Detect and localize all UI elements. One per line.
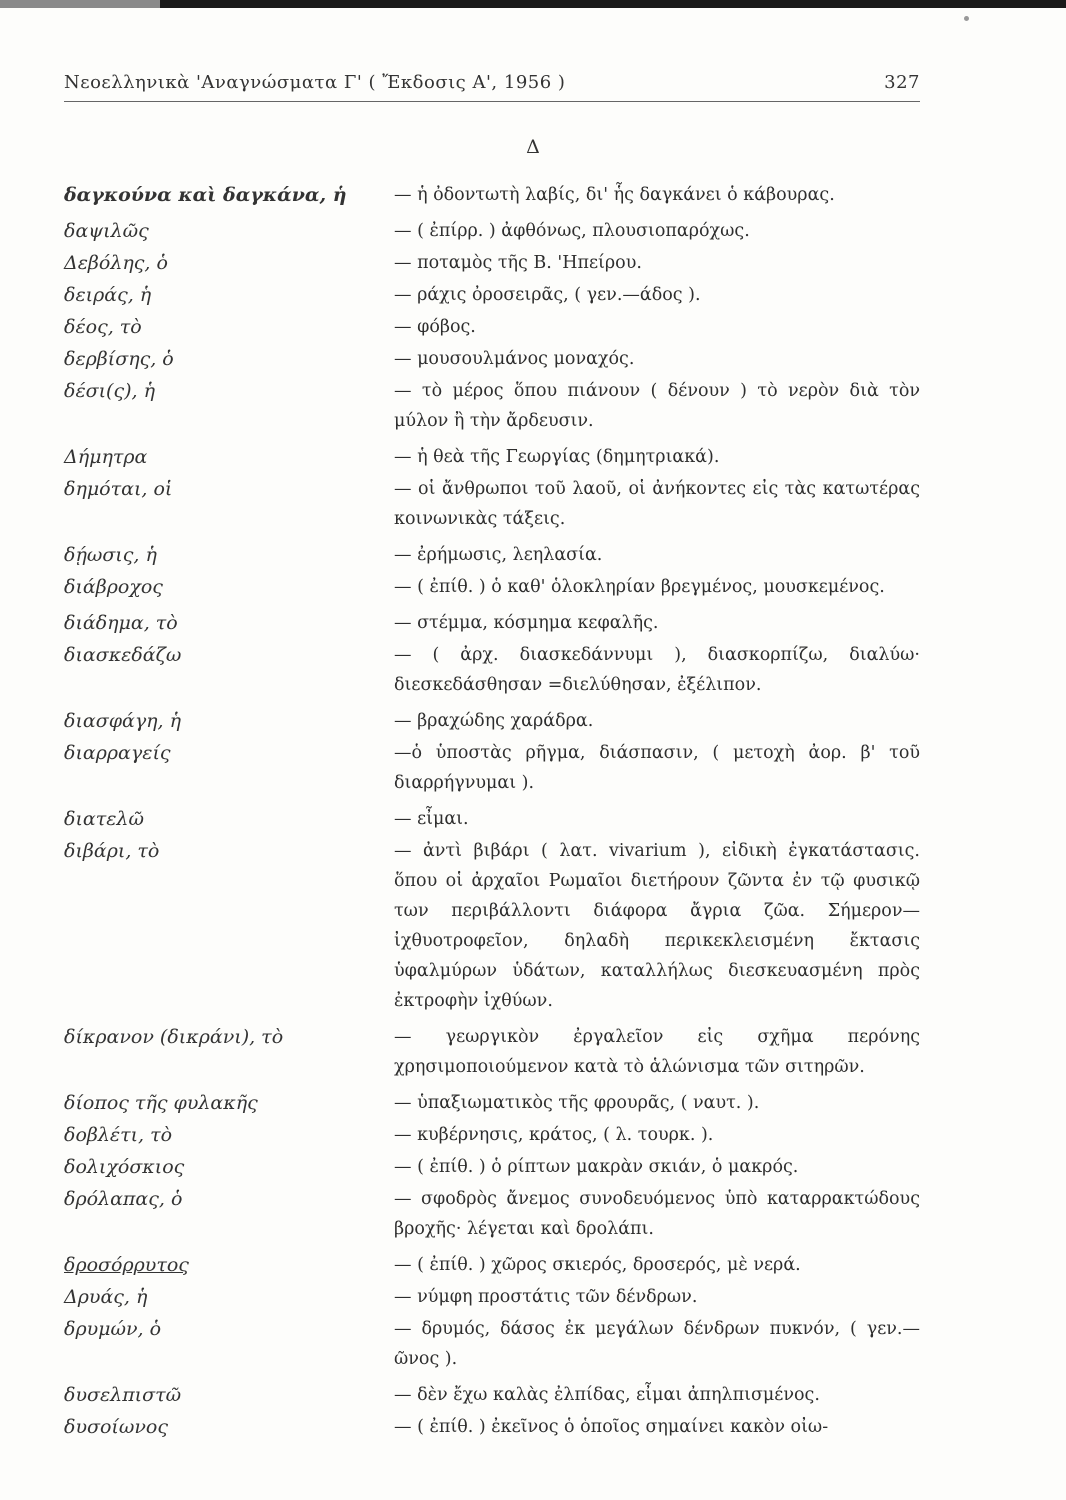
- page-number: 327: [884, 72, 920, 93]
- entry-definition: — γεωργικὸν ἐργαλεῖον εἰς σχῆμα περόνης χρησιμοποιούμενον κατὰ τὸ ἁλώνισμα τῶν σιτηρῶν.: [394, 1027, 920, 1077]
- entry-definition: — ( ἐπίθ. ) ὁ ρίπτων μακρὰν σκιάν, ὁ μακρός.: [394, 1157, 799, 1177]
- entry-definition: — ἡ ὀδοντωτὴ λαβίς, δι' ἧς δαγκάνει ὁ κάβουρας.: [394, 185, 835, 205]
- entry-definition: — ( ἐπίθ. ) χῶρος σκιερός, δροσερός, μὲ νερά.: [394, 1255, 801, 1275]
- header-rule: [64, 101, 920, 102]
- entry-definition: — τὸ μέρος ὅπου πιάνουν ( δένουν ) τὸ νερὸν διὰ τὸν μύλον ἢ τὴν ἄρδευσιν.: [394, 381, 920, 431]
- entry-definition: — ( ἐπίρρ. ) ἀφθόνως, πλουσιοπαρόχως.: [394, 221, 750, 241]
- glossary-entry: [64, 180, 920, 210]
- entry-definition: — ὑπαξιωματικὸς τῆς φρουρᾶς, ( ναυτ. ).: [394, 1093, 760, 1113]
- glossary-entry: [64, 1120, 920, 1150]
- glossary-entry: [64, 1314, 920, 1374]
- glossary-entry: [64, 280, 920, 310]
- glossary-entry: [64, 1152, 920, 1182]
- entry-term: διασφάγη, ἡ: [64, 710, 182, 732]
- running-title: Νεοελληνικὰ 'Αναγνώσματα Γ' ( Ἔκδοσις Α', 1956 ): [64, 72, 566, 93]
- entry-definition: — ( ἐπίθ. ) ὁ καθ' ὁλοκληρίαν βρεγμένος, μουσκεμένος.: [394, 577, 885, 597]
- entry-term: δῄωσις, ἡ: [64, 544, 157, 566]
- entry-definition: —ὁ ὑποστὰς ρῆγμα, διάσπασιν, ( μετοχὴ ἀορ. β' τοῦ διαρρήγνυμαι ).: [394, 743, 920, 793]
- entry-definition: — κυβέρνησις, κράτος, ( λ. τουρκ. ).: [394, 1125, 714, 1145]
- entry-term: διάδημα, τὸ: [64, 612, 178, 634]
- entry-definition: — δὲν ἔχω καλὰς ἐλπίδας, εἶμαι ἀπηλπισμένος.: [394, 1385, 820, 1405]
- entry-term: διατελῶ: [64, 808, 144, 830]
- entry-term: δέος, τὸ: [64, 316, 142, 338]
- glossary-entry: [64, 1184, 920, 1244]
- glossary-entry: [64, 1282, 920, 1312]
- glossary-entry: [64, 1022, 920, 1082]
- entry-definition: — ράχις ὀροσειρᾶς, ( γεν.—άδος ).: [394, 285, 701, 305]
- glossary-entry: [64, 540, 920, 570]
- entry-definition: — ἀντὶ βιβάρι ( λατ. vivarium ), εἰδικὴ ἐγκατάστασις. ὅπου οἱ ἀρχαῖοι Ρωμαῖοι διετήρουν ζῶντα ἐν τῷ φυσικῷ των περιβάλλοντι διάφορα ἄγρια ζῶα. Σήμερον—ἰχθυοτροφεῖον, δηλαδὴ περικεκλεισμένη ἔκτασις ὑφαλμύρων ὑδάτων, καταλλήλως διεσκευασμένη πρὸς ἐκτροφὴν ἰχθύων.: [394, 841, 920, 1011]
- glossary-entry: [64, 572, 920, 602]
- entry-definition: — βραχώδης χαράδρα.: [394, 711, 594, 731]
- glossary-entry: [64, 248, 920, 278]
- glossary-entry: [64, 1412, 920, 1442]
- entry-definition: — ( ἐπίθ. ) ἐκεῖνος ὁ ὁποῖος σημαίνει κακὸν οἰω-: [394, 1417, 829, 1437]
- section-letter: Δ: [526, 136, 540, 158]
- entry-definition: — ἡ θεὰ τῆς Γεωργίας (δημητριακά).: [394, 447, 720, 467]
- entry-term: δολιχόσκιος: [64, 1156, 185, 1178]
- entry-term: δίκρανον (δικράνι), τὸ: [64, 1026, 284, 1048]
- entry-term: δερβίσης, ὁ: [64, 348, 174, 370]
- glossary-entry: [64, 344, 920, 374]
- glossary-entry: [64, 216, 920, 246]
- glossary-entry: [64, 738, 920, 798]
- glossary-entry: [64, 474, 920, 534]
- entry-definition: — ἐρήμωσις, λεηλασία.: [394, 545, 603, 565]
- entry-term: δυσοίωνος: [64, 1416, 168, 1438]
- entry-term: διβάρι, τὸ: [64, 840, 160, 862]
- glossary-entry: [64, 1250, 920, 1280]
- scan-border-highlight: [0, 0, 160, 8]
- entry-term: δειράς, ἡ: [64, 284, 152, 306]
- entry-term: δημόται, οἱ: [64, 478, 173, 500]
- entry-term: Δρυάς, ἡ: [64, 1286, 148, 1308]
- glossary-entry: [64, 376, 920, 436]
- page-header: [64, 72, 920, 102]
- entry-term: δαψιλῶς: [64, 220, 149, 242]
- entry-term: δαγκούνα καὶ δαγκάνα, ἡ: [64, 184, 347, 206]
- entry-term: δέσι(ς), ἡ: [64, 380, 155, 402]
- glossary-entry: [64, 312, 920, 342]
- entry-term: διαρραγείς: [64, 742, 171, 764]
- entry-term: δίοπος τῆς φυλακῆς: [64, 1092, 258, 1114]
- entry-definition: — ποταμὸς τῆς Β. 'Ηπείρου.: [394, 253, 642, 273]
- entry-definition: — στέμμα, κόσμημα κεφαλῆς.: [394, 613, 659, 633]
- glossary-entry: [64, 1380, 920, 1410]
- glossary-entry: [64, 608, 920, 638]
- entry-definition: — μουσουλμάνος μοναχός.: [394, 349, 635, 369]
- entry-term: δρόλαπας, ὁ: [64, 1188, 183, 1210]
- glossary-entry: [64, 836, 920, 1016]
- entry-term: Δήμητρα: [64, 446, 148, 468]
- entry-term: διασκεδάζω: [64, 644, 182, 666]
- entry-definition: — εἶμαι.: [394, 809, 469, 829]
- entry-definition: — νύμφη προστάτις τῶν δένδρων.: [394, 1287, 698, 1307]
- glossary-entry: [64, 804, 920, 834]
- scan-speck: [964, 16, 969, 21]
- entry-definition: — ( ἀρχ. διασκεδάννυμι ), διασκορπίζω, διαλύω· διεσκεδάσθησαν =διελύθησαν, ἐξέλιπον.: [394, 645, 920, 695]
- entry-definition: — οἱ ἄνθρωποι τοῦ λαοῦ, οἱ ἀνήκοντες εἰς τὰς κατωτέρας κοινωνικὰς τάξεις.: [394, 479, 920, 529]
- entry-definition: — δρυμός, δάσος ἐκ μεγάλων δένδρων πυκνόν, ( γεν.—ῶνος ).: [394, 1319, 920, 1369]
- glossary-list: [64, 180, 920, 1444]
- glossary-entry: [64, 706, 920, 736]
- entry-definition: — σφοδρὸς ἄνεμος συνοδευόμενος ὑπὸ καταρρακτώδους βροχῆς· λέγεται καὶ δρολάπι.: [394, 1189, 920, 1239]
- entry-term: δυσελπιστῶ: [64, 1384, 182, 1406]
- entry-term: Δεβόλης, ὁ: [64, 252, 168, 274]
- glossary-entry: [64, 640, 920, 700]
- entry-term: δρυμών, ὁ: [64, 1318, 162, 1340]
- entry-term: δροσόρρυτος: [64, 1254, 189, 1276]
- entry-term: διάβροχος: [64, 576, 163, 598]
- glossary-entry: [64, 1088, 920, 1118]
- entry-definition: — φόβος.: [394, 317, 476, 337]
- glossary-entry: [64, 442, 920, 472]
- entry-term: δοβλέτι, τὸ: [64, 1124, 173, 1146]
